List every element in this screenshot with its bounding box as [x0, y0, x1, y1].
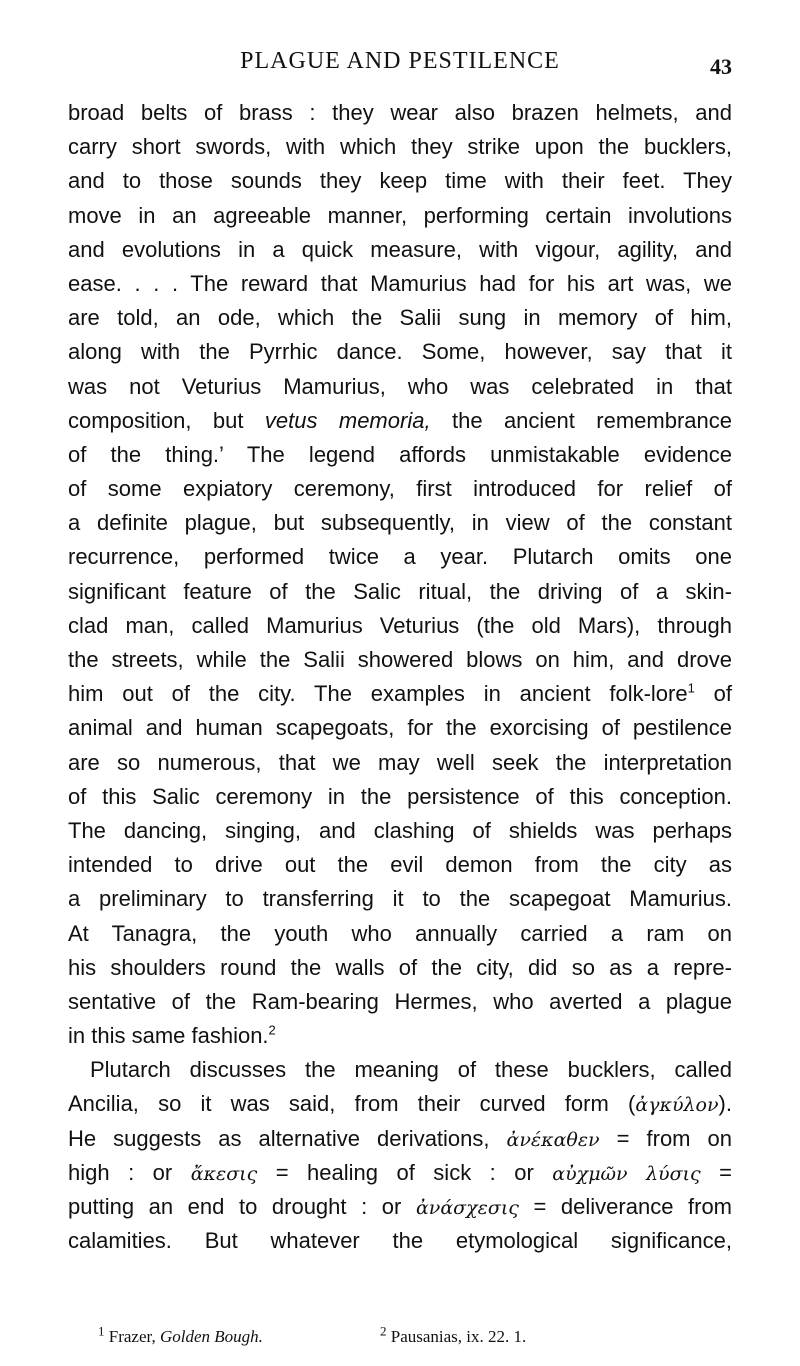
greek-word: ἀγκύλον [635, 1094, 719, 1117]
text-segment: high : or [68, 1159, 173, 1185]
book-page [68, 0, 732, 1366]
text-segment: = [700, 1159, 732, 1185]
text-line: At Tanagra, the youth who annually carried a ram on [68, 920, 732, 946]
greek-word: ἄκεσις [190, 1162, 258, 1185]
text-line: and to those sounds they keep time with their feet. They [68, 168, 732, 194]
text-segment: in this same fashion. [68, 1023, 269, 1049]
text-line: broad belts of brass : they wear also brazen helmets, and [68, 100, 732, 125]
text-line: was not Veturius Mamurius, who was celebrated in that [68, 373, 732, 399]
text-segment: = healing of sick : or [257, 1159, 534, 1185]
text-line [68, 1190, 732, 1224]
footnote-1 [98, 1323, 263, 1346]
text-line [68, 1019, 732, 1053]
text-segment: Ancilia, so it was said, from their curved form ( [68, 1091, 636, 1117]
text-line: a preliminary to transferring it to the scapegoat Mamurius. [68, 886, 732, 912]
text-segment: him out of the city. The examples in ancient folk-lore [68, 681, 688, 707]
text-line: calamities. But whatever the etymological significance, [68, 1228, 732, 1254]
text-line: move in an agreeable manner, performing certain involutions [68, 202, 732, 228]
text-line: of the thing.’ The legend affords unmistakable evidence [68, 441, 732, 467]
footnote-mark: 1 [98, 1323, 105, 1339]
text-line [68, 677, 732, 711]
text-segment: composition, but [68, 407, 244, 433]
greek-word: αὐχμῶν λύσις [552, 1162, 701, 1185]
text-line: are so numerous, that we may well seek the interpretation [68, 749, 732, 775]
text-line: Plutarch discusses the meaning of these bucklers, called [90, 1057, 732, 1083]
footnote-ref: 1 [687, 680, 695, 696]
footnote-text: Pausanias, ix. 22. 1. [390, 1327, 527, 1346]
text-line: carry short swords, with which they strike upon the bucklers, [68, 134, 732, 160]
text-segment: of [694, 681, 732, 707]
text-line: clad man, called Mamurius Veturius (the old Mars), through [68, 612, 732, 638]
latin-phrase: vetus memoria, [264, 407, 431, 433]
greek-word: ἀνέκαθεν [506, 1128, 600, 1151]
footnote-title: Golden Bough. [159, 1327, 263, 1346]
text-line: a definite plague, but subsequently, in view of the constant [68, 510, 732, 536]
text-line: his shoulders round the walls of the city, did so as a repre- [68, 954, 732, 980]
footnote-author: Frazer, [108, 1327, 156, 1346]
text-segment: He suggests as alternative derivations, [68, 1125, 490, 1151]
text-segment: putting an end to drought : or [68, 1194, 402, 1219]
text-segment: = deliverance from [518, 1194, 733, 1219]
running-title: PLAGUE AND PESTILENCE [240, 48, 560, 74]
text-line [68, 1122, 732, 1156]
text-line: of this Salic ceremony in the persistence of this conception. [68, 783, 732, 809]
footnotes [98, 1323, 732, 1347]
text-segment: = from on [599, 1125, 732, 1151]
text-line: along with the Pyrrhic dance. Some, however, say that it [68, 339, 732, 365]
greek-word: ἀνάσχεσις [415, 1197, 519, 1219]
text-line: are told, an ode, which the Salii sung in memory of him, [68, 305, 732, 331]
running-head [68, 48, 732, 80]
text-line [68, 404, 732, 438]
text-segment: the ancient remembrance [451, 407, 732, 433]
text-line: The dancing, singing, and clashing of shields was perhaps [68, 817, 732, 843]
text-line: of some expiatory ceremony, first introduced for relief of [68, 476, 732, 502]
text-line: recurrence, performed twice a year. Plutarch omits one [68, 544, 732, 570]
text-line: the streets, while the Salii showered blows on him, and drove [68, 647, 732, 672]
text-line: intended to drive out the evil demon from the city as [68, 852, 732, 878]
text-line: animal and human scapegoats, for the exorcising of pestilence [68, 715, 732, 741]
footnote-2 [380, 1323, 527, 1347]
text-line [68, 1156, 732, 1190]
text-line: significant feature of the Salic ritual, the driving of a skin- [68, 578, 732, 604]
page-number: 43 [710, 54, 732, 79]
text-line: sentative of the Ram-bearing Hermes, who averted a plague [68, 988, 732, 1014]
footnote-mark: 2 [380, 1323, 387, 1339]
text-line: ease. . . . The reward that Mamurius had for his art was, we [68, 270, 732, 296]
text-line [68, 1087, 732, 1121]
body-text [68, 96, 732, 1258]
text-line: and evolutions in a quick measure, with vigour, agility, and [68, 236, 732, 262]
text-segment: ). [718, 1091, 732, 1117]
footnote-ref: 2 [268, 1022, 276, 1038]
